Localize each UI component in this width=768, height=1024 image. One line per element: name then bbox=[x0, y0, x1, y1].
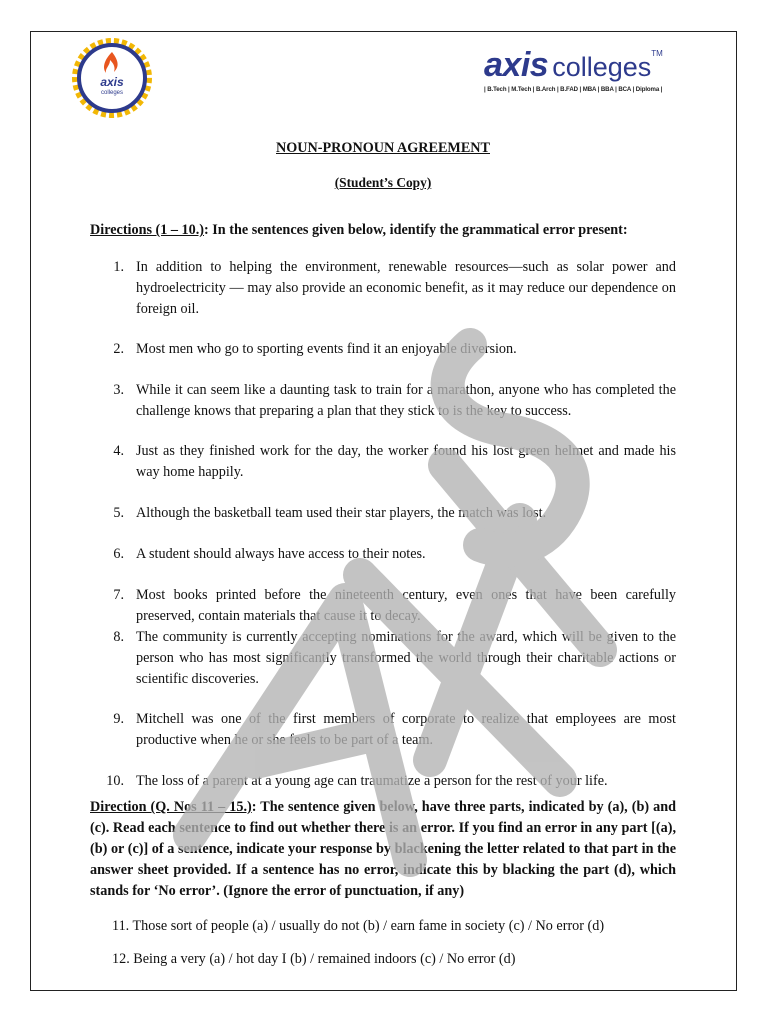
document-body bbox=[90, 138, 676, 970]
question-10 bbox=[90, 771, 676, 792]
question-number: 10. bbox=[106, 773, 124, 789]
emblem-text: axis bbox=[100, 75, 124, 89]
brand-tm: TM bbox=[651, 49, 663, 58]
document-subtitle: (Student’s Copy) bbox=[334, 175, 432, 190]
question-number: 5. bbox=[113, 505, 124, 521]
question-text: Mitchell was one of the first members of corporate to realize that employees are most productive when he or she feels to be part of a team. bbox=[136, 711, 676, 748]
question-number: 7. bbox=[113, 587, 124, 603]
question-text: Most books printed before the nineteenth century, even ones that have been carefully preserved, contain materials that cause it to decay. bbox=[136, 587, 676, 624]
brand-courses: | B.Tech | M.Tech | B.Arch | B.FAD | MBA | BBA | BCA | Diploma | bbox=[484, 86, 663, 93]
directions-2-text: : The sentence given below, have three parts, indicated by (a), (b) and (c). Read each sentence to find out whether there is an error. If you find an error in any part [(a), (b) or (c)] of a sentence, indicate your response by blackening the letter related to that part in the answer sheet provided. If a sentence has no error, indicate this by blacking the part (d), which stands for ‘No error’. (Ignore the error of punctuation, if any) bbox=[90, 799, 676, 899]
document-title: NOUN-PRONOUN AGREEMENT bbox=[276, 140, 490, 156]
question-12 bbox=[90, 949, 676, 970]
emblem-subtext: colleges bbox=[100, 90, 124, 96]
question-text: Just as they finished work for the day, the worker found his lost green helmet and made his way home happily. bbox=[136, 443, 676, 480]
question-text: A student should always have access to their notes. bbox=[136, 546, 426, 562]
question-number: 11. bbox=[112, 918, 130, 934]
directions-1-label: Directions (1 – 10.) bbox=[90, 222, 205, 238]
question-number: 1. bbox=[113, 259, 124, 275]
question-text: While it can seem like a daunting task to train for a marathon, anyone who has completed the challenge knows that preparing a plan that they stick to is the key to success. bbox=[136, 382, 676, 419]
question-9 bbox=[90, 709, 676, 751]
question-text: Most men who go to sporting events find it an enjoyable diversion. bbox=[136, 341, 517, 357]
question-3 bbox=[90, 380, 676, 422]
question-6 bbox=[90, 544, 676, 565]
brand-block bbox=[484, 48, 698, 93]
question-7 bbox=[90, 585, 676, 627]
directions-2-label: Direction (Q. Nos 11 – 15.) bbox=[90, 799, 252, 815]
question-number: 3. bbox=[113, 382, 124, 398]
question-number: 4. bbox=[113, 443, 124, 459]
question-text: The community is currently accepting nominations for the award, which will be given to the person who has most significantly transformed the world through their charitable actions or scientific discoveries. bbox=[136, 629, 676, 687]
brand-title bbox=[484, 48, 698, 82]
question-11 bbox=[90, 916, 676, 937]
question-number: 2. bbox=[113, 341, 124, 357]
question-text: The loss of a parent at a young age can traumatize a person for the rest of your life. bbox=[136, 773, 608, 789]
directions-1 bbox=[90, 220, 676, 241]
question-text: In addition to helping the environment, renewable resources—such as solar power and hydroelectricity — may also provide an economic benefit, as it may reduce our dependence on foreign oil. bbox=[136, 259, 676, 317]
question-number: 8. bbox=[113, 629, 124, 645]
question-number: 9. bbox=[113, 711, 124, 727]
brand-axis: axis bbox=[484, 46, 549, 84]
question-number: 6. bbox=[113, 546, 124, 562]
question-text: Being a very (a) / hot day I (b) / remained indoors (c) / No error (d) bbox=[133, 951, 516, 967]
brand-colleges: colleges bbox=[552, 52, 652, 82]
question-1 bbox=[90, 257, 676, 320]
question-4 bbox=[90, 441, 676, 483]
question-2 bbox=[90, 339, 676, 360]
directions-2 bbox=[90, 797, 676, 902]
question-number: 12. bbox=[112, 951, 130, 967]
question-text: Although the basketball team used their star players, the match was lost. bbox=[136, 505, 547, 521]
question-text: Those sort of people (a) / usually do not (b) / earn fame in society (c) / No error (d) bbox=[132, 918, 605, 934]
question-8 bbox=[90, 627, 676, 690]
college-logo-emblem bbox=[72, 38, 152, 118]
directions-1-text: : In the sentences given below, identify the grammatical error present: bbox=[204, 222, 628, 238]
question-5 bbox=[90, 503, 676, 524]
